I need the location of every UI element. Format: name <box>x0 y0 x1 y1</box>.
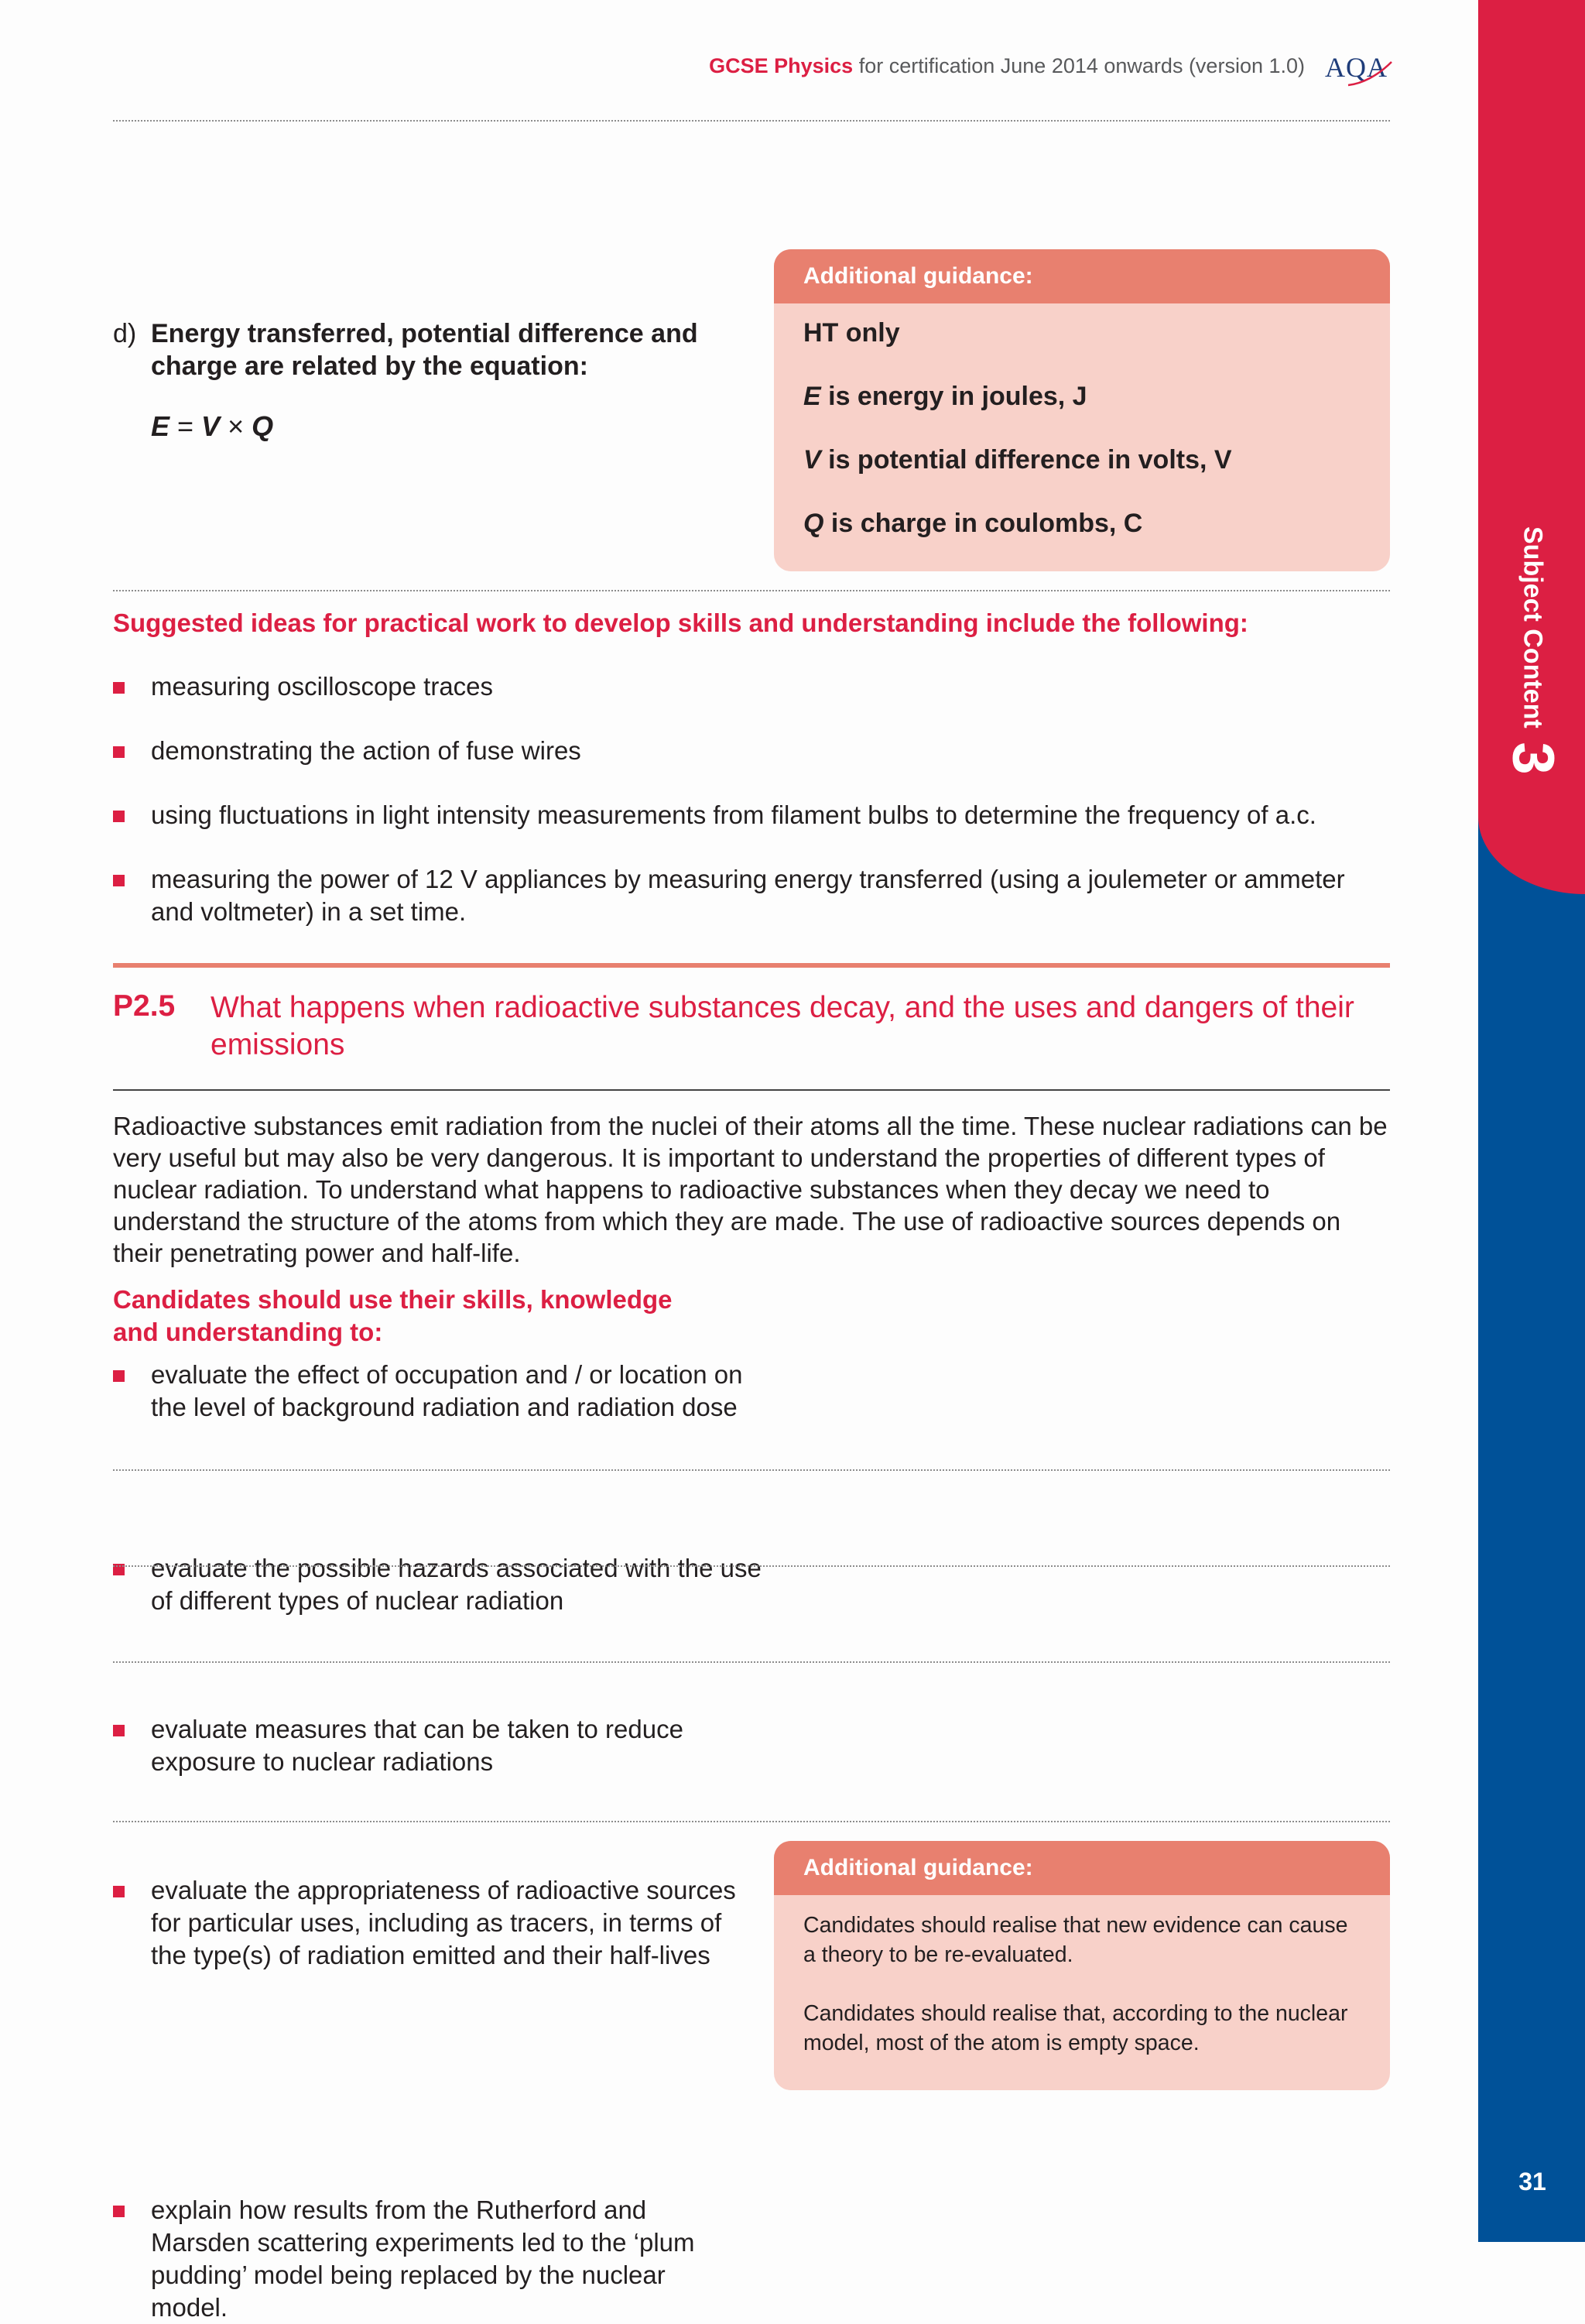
equation-v: V <box>201 410 221 442</box>
list-item: evaluate the possible hazards associated with the use of different types of nuclear radiation <box>113 1552 762 1617</box>
list-item: measuring the power of 12 V appliances by measuring energy transferred (using a joulemeter or ammeter and voltmeter) in a set time. <box>113 863 1390 928</box>
guidance-line: Candidates should realise that new evidence can cause a theory to be re-evaluated. <box>803 1913 1348 1967</box>
header-divider <box>113 120 1390 122</box>
section-rule <box>113 963 1390 968</box>
guidance-line: Q is charge in coulombs, C <box>803 509 1143 538</box>
practical-list <box>113 670 1390 928</box>
section-divider <box>113 590 1390 591</box>
section-intro: Radioactive substances emit radiation from the nuclei of their atoms all the time. These nuclear radiations can be very useful but may also be very dangerous. It is important to understand the properties of different types of nuclear radiation. To understand what happens to radioactive substances when they decay we need to understand the structure of the atoms from which they are made. The use of radioactive sources depends on their penetrating power and half-life. <box>113 1112 1388 1267</box>
row-divider <box>113 1661 1390 1663</box>
section-title-rule <box>113 1089 1390 1091</box>
item-marker: d) <box>113 319 137 348</box>
section-code: P2.5 <box>113 989 176 1023</box>
section-title: What happens when radioactive substances decay, and the uses and dangers of their emissions <box>211 991 1354 1061</box>
list-item: evaluate the appropriateness of radioactive sources for particular uses, including as tracers, in terms of the type(s) of radiation emitted and their half-lives <box>113 1874 747 1972</box>
list-item: evaluate the effect of occupation and / or location on the level of background radiation and radiation dose <box>113 1359 747 1424</box>
guidance-title: Additional guidance: <box>774 249 1390 303</box>
bullet-icon <box>113 1370 125 1382</box>
guidance-title: Additional guidance: <box>774 1841 1390 1895</box>
additional-guidance-box <box>774 249 1390 571</box>
guidance-line: E is energy in joules, J <box>803 382 1087 411</box>
equation <box>151 410 273 443</box>
row-divider <box>113 1469 1390 1471</box>
equation-equals: = <box>169 410 202 442</box>
sidebar-section-label: Subject Content <box>1518 526 1548 728</box>
row-divider <box>113 1821 1390 1822</box>
list-item: measuring oscilloscope traces <box>113 670 1390 703</box>
bullet-icon <box>113 811 125 822</box>
page-number: 31 <box>1518 2168 1546 2195</box>
guidance-line: V is potential difference in volts, V <box>803 445 1232 475</box>
equation-e: E <box>151 410 170 442</box>
list-item: demonstrating the action of fuse wires <box>113 735 1390 767</box>
sidebar-section-number: 3 <box>1500 742 1566 775</box>
bullet-icon <box>113 875 125 886</box>
logo-swoosh-icon <box>1347 57 1395 88</box>
equation-times: × <box>220 410 252 442</box>
bullet-icon <box>113 682 125 694</box>
candidates-heading: Candidates should use their skills, knowledge and understanding to: <box>113 1285 673 1346</box>
item-d-text: Energy transferred, potential difference and charge are related by the equation: <box>151 319 698 381</box>
header-subtitle: for certification June 2014 onwards (version 1.0) <box>853 54 1305 77</box>
list-item: explain how results from the Rutherford and Marsden scattering experiments led to the ‘plum pudding’ model being replaced by the nuclear model. <box>113 2194 724 2324</box>
list-item: evaluate measures that can be taken to reduce exposure to nuclear radiations <box>113 1713 762 1778</box>
additional-guidance-box <box>774 1841 1390 2090</box>
list-item: using fluctuations in light intensity measurements from filament bulbs to determine the frequency of a.c. <box>113 799 1390 831</box>
running-header <box>113 54 1305 78</box>
content-item-d <box>113 317 732 382</box>
guidance-line: Candidates should realise that, according to the nuclear model, most of the atom is empty space. <box>803 2001 1348 2055</box>
bullet-icon <box>113 1886 125 1897</box>
bullet-icon <box>113 746 125 758</box>
row-divider <box>113 1565 1390 1567</box>
equation-q: Q <box>252 410 274 442</box>
header-brand: GCSE Physics <box>709 54 854 77</box>
bullet-icon <box>113 2206 125 2217</box>
guidance-line: HT only <box>803 318 900 348</box>
practical-heading: Suggested ideas for practical work to develop skills and understanding include the following: <box>113 608 1248 637</box>
bullet-icon <box>113 1725 125 1736</box>
aqa-logo: AQA <box>1325 52 1388 83</box>
